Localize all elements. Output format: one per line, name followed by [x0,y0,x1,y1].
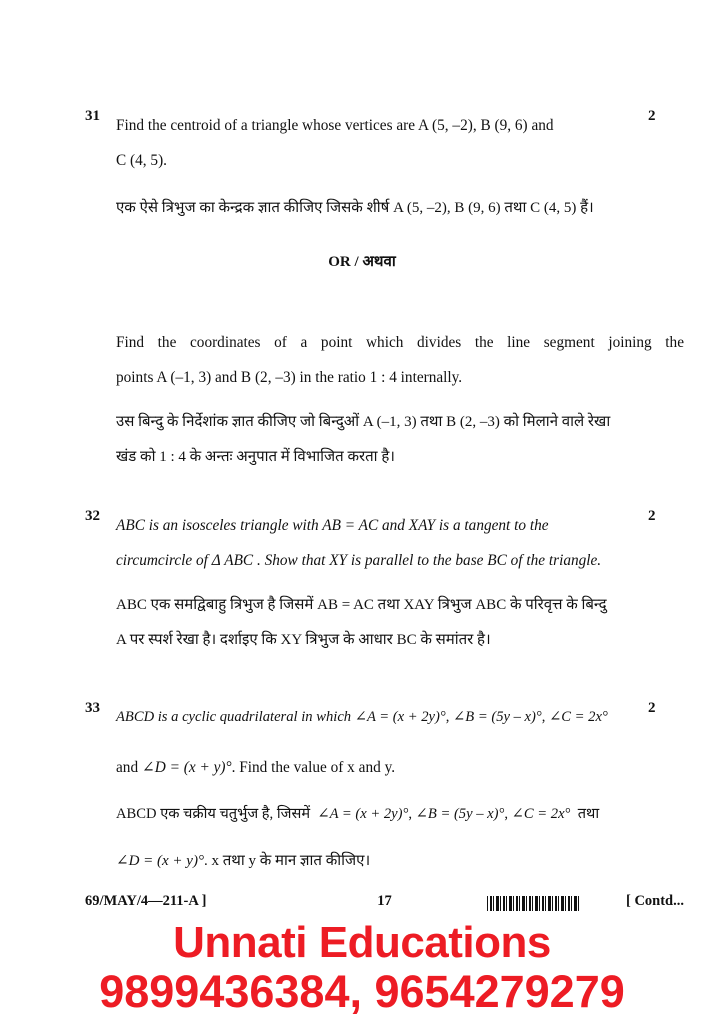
en-tail-lead: and [116,759,139,776]
question-text-hi-line [116,191,684,226]
hi-line-text: ABC एक समद्विबाहु त्रिभुज है जिसमें AB = AC तथा XAY त्रिभुज ABC के परिवृत्त के बिन्दु [116,597,607,613]
question-marks: 2 [648,700,656,716]
watermark-phone-numbers: 9899436384, 9654279279 [99,966,625,1017]
en-line-text: circumcircle of Δ ABC . Show that XY is parallel to the base BC of the triangle. [116,552,602,569]
question-text-en-line [116,543,684,578]
en-tail-text: . Find the value of x and y. [231,759,396,776]
en-line-text: Find the centroid of a triangle whose vertices are A (5, –2), B (9, 6) and [116,117,554,134]
angle-c-expression: ∠C = 2x° [511,806,571,822]
question-marks: 2 [648,108,656,124]
question-text-en-line [116,750,684,785]
angle-b-expression: ∠B = (5y – x)° [453,709,542,725]
watermark-brand-name: Unnati Educations [173,918,551,967]
hi-lead-text: ABCD एक चक्रीय चतुर्भुज है, जिसमें [116,806,311,822]
hi-conjunction: तथा [577,806,600,822]
question-text-en-line [116,508,684,543]
alt-text-en-line [116,360,684,395]
barcode-icon [487,896,581,911]
alt-text-hi-line [116,405,684,440]
hi-line-text: खंड को 1 : 4 के अन्तः अनुपात में विभाजित करता है। [116,449,395,465]
or-label-en: OR [328,254,351,270]
hi-line-text: एक ऐसे त्रिभुज का केन्द्रक ज्ञात कीजिए जिसके शीर्ष A (5, –2), B (9, 6) तथा C (4, 5) हैं। [116,200,594,216]
angle-b-expression: ∠B = (5y – x)° [415,806,505,822]
angle-d-expression: ∠D = (x + y)° [116,853,204,869]
paper-code: 69/MAY/4—211-A ] [85,893,207,909]
contd-label: [ Contd... [625,893,684,909]
question-body [116,700,684,879]
or-label-hi: अथवा [362,254,396,270]
question-text-hi-line [116,623,684,658]
question-33 [85,700,684,879]
question-number: 32 [85,508,100,524]
question-body [116,325,684,475]
hi-line-text: उस बिन्दु के निर्देशांक ज्ञात कीजिए जो बिन्दुओं A (–1, 3) तथा B (2, –3) को मिलाने वाले रेखा [116,414,611,430]
question-32 [85,508,684,658]
question-text-en-line: ABCD is a cyclic quadrilateral in which ∠A = (x + 2y)°, ∠B = (5y – x)°, ∠C = 2x° [116,709,608,725]
angle-d-expression: ∠D = (x + y)° [141,759,232,776]
page-footer [85,893,684,915]
question-number: 33 [85,700,100,716]
en-line-text: C (4, 5). [116,152,167,169]
question-marks: 2 [648,508,656,524]
hi-tail-text: . x तथा y के मान ज्ञात कीजिए। [203,853,371,869]
page-number: 17 [377,893,392,909]
en-line-text: ABC is an isosceles triangle with AB = AC and XAY is a tangent to the [116,517,549,534]
angle-a-expression: ∠A = (x + 2y)° [354,709,446,725]
alt-text-en-line [116,325,684,360]
question-body [116,108,684,226]
angle-c-expression: ∠C = 2x° [549,709,608,725]
question-text-en-line [116,108,684,143]
angle-a-expression: ∠A = (x + 2y)° [317,806,409,822]
question-number: 31 [85,108,100,124]
question-text-hi-line [116,844,684,879]
alt-text-hi-line [116,440,684,475]
en-line-text: points A (–1, 3) and B (2, –3) in the ratio 1 : 4 internally. [116,369,463,386]
en-lead-text: ABCD is a cyclic quadrilateral in which [116,709,352,725]
question-31 [85,108,684,226]
hi-line-text: A पर स्पर्श रेखा है। दर्शाइए कि XY त्रिभुज के आधार BC के समांतर है। [116,632,491,648]
question-text-hi-line [116,588,684,623]
question-31-alternative [85,325,684,475]
en-line-text: Find the coordinates of a point which divides the line segment joining the [116,334,684,351]
question-body [116,508,684,658]
question-text-en-line [116,143,684,178]
or-separator: / [354,254,359,270]
or-heading [0,251,724,271]
question-text-hi-line: ABCD एक चक्रीय चतुर्भुज है, जिसमें ∠A = (x + 2y)°, ∠B = (5y – x)°, ∠C = 2x° तथा [116,806,600,822]
